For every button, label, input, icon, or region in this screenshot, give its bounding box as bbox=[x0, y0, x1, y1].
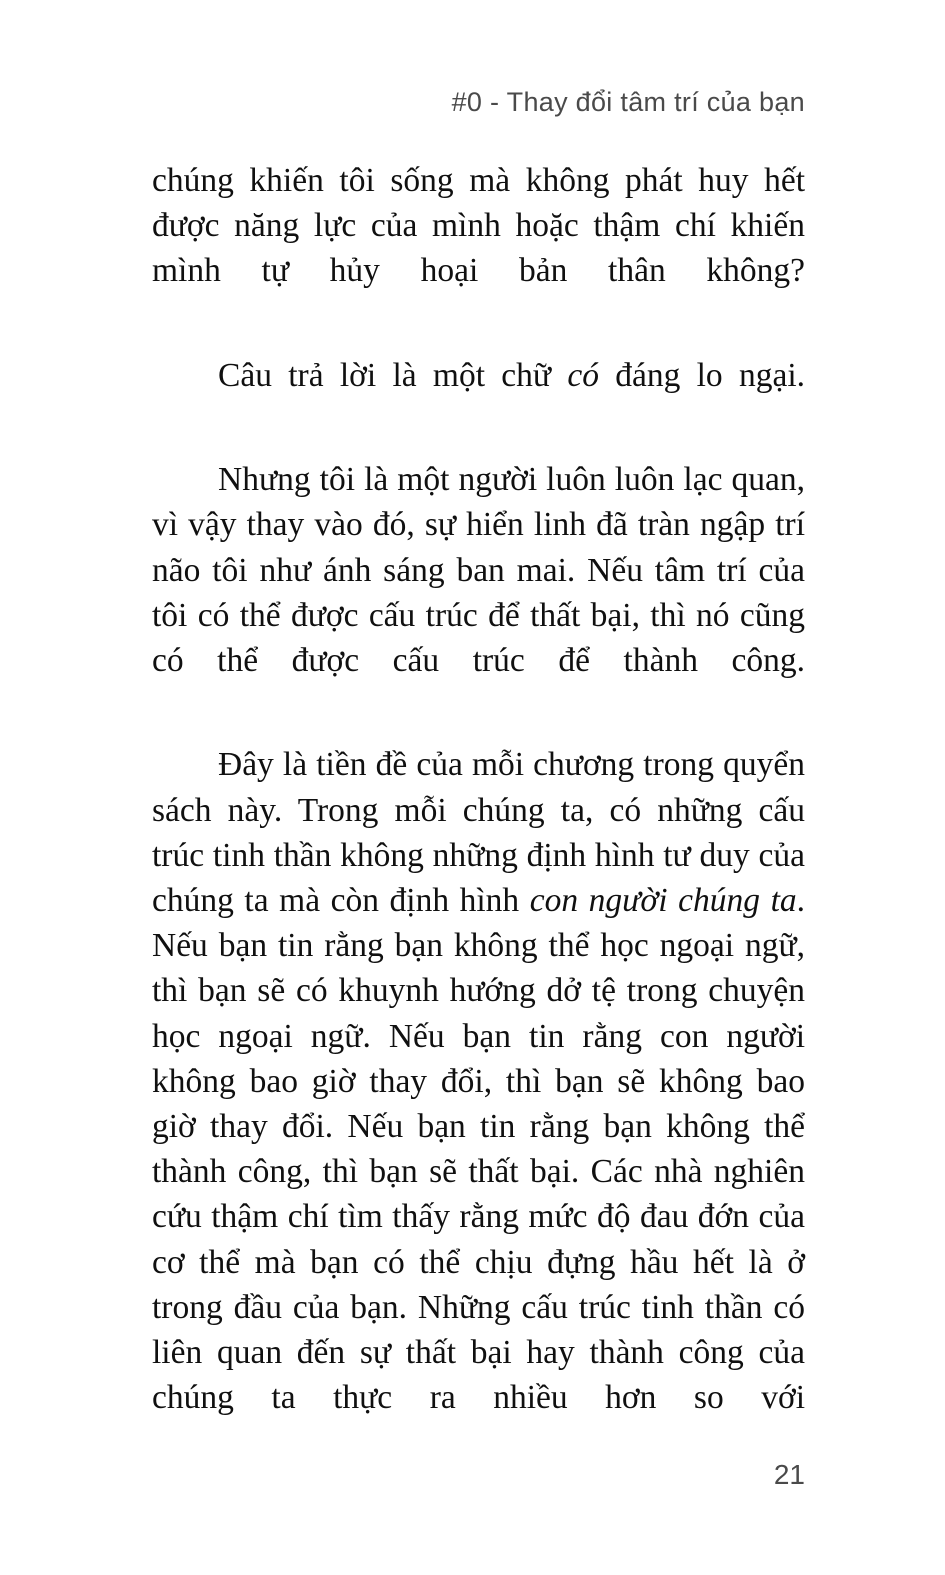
text-run: Đây là tiền đề của mỗi chương trong quyển sách này. Trong mỗi chúng ta, có những cấu trúc tinh thần không những định hình tư duy của chúng ta mà còn định hình bbox=[152, 746, 805, 920]
page-number: 21 bbox=[773, 1459, 805, 1490]
running-head: #0 - Thay đổi tâm trí của bạn bbox=[451, 87, 805, 117]
emphasis-co: có bbox=[567, 356, 599, 394]
emphasis-con-nguoi-chung-ta: con người chúng ta bbox=[529, 882, 797, 920]
body-text-block bbox=[152, 158, 805, 1466]
paragraph-1: chúng khiến tôi sống mà không phát huy hết được năng lực của mình hoặc thậm chí khiến mình tự hủy hoại bản thân không? bbox=[152, 162, 805, 290]
paragraph-4 bbox=[152, 742, 805, 1465]
text-run: đáng lo ngại. bbox=[598, 356, 805, 394]
text-run: . Nếu bạn tin rằng bạn không thể học ngoại ngữ, thì bạn sẽ có khuynh hướng dở tệ trong chuyện học ngoại ngữ. Nếu bạn tin rằng con người không bao giờ thay đổi, thì bạn sẽ không bao giờ thay đổi. Nếu bạn tin rằng bạn không thể thành công, thì bạn sẽ thất bại. Các nhà nghiên cứu thậm chí tìm thấy rằng mức độ đau đớn của cơ thể mà bạn có thể chịu đựng hầu hết là ở trong đầu của bạn. Những cấu trúc tinh thần có liên quan đến sự thất bại hay thành công của chúng ta thực ra nhiều hơn so với bbox=[152, 882, 805, 1417]
paragraph-2 bbox=[152, 353, 805, 443]
text-run: Câu trả lời là một chữ bbox=[218, 356, 568, 394]
paragraph-3: Nhưng tôi là một người luôn luôn lạc quan, vì vậy thay vào đó, sự hiển linh đã tràn ngập trí não tôi như ánh sáng ban mai. Nếu tâm trí của tôi có thể được cấu trúc để thất bại, thì nó cũng có thể được cấu trúc để thành công. bbox=[152, 461, 805, 680]
